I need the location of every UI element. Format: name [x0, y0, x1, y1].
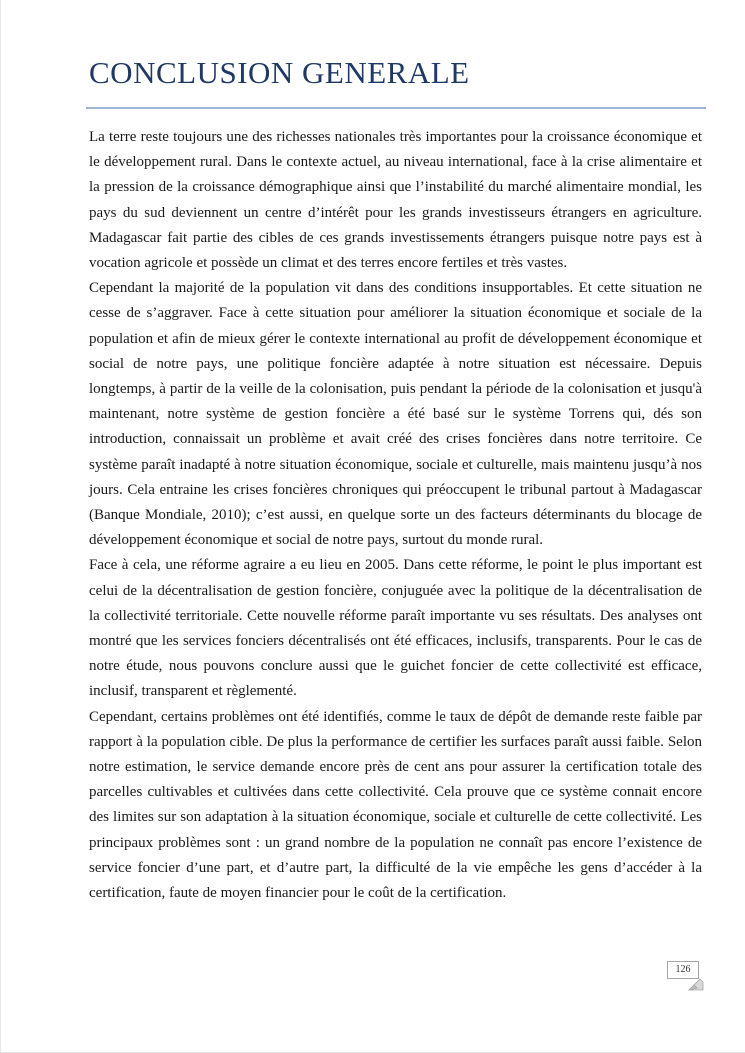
- page-title: CONCLUSION GENERALE: [89, 55, 470, 90]
- paragraph: Face à cela, une réforme agraire a eu lieu en 2005. Dans cette réforme, le point le plus important est celui de la décentralisation de gestion foncière, conjuguée avec la politique de la décentralisation de la collectivité territoriale. Cette nouvelle réforme paraît importante vu ses résultats. Des analyses ont montré que les services fonciers décentralisés ont été efficaces, inclusifs, transparents. Pour le cas de notre étude, nous pouvons conclure aussi que le guichet foncier de cette collectivité est efficace, inclusif, transparent et règlementé.: [89, 557, 702, 700]
- paragraph: Cependant la majorité de la population vit dans des conditions insupportables. Et cette situation ne cesse de s’aggraver. Face à cette situation pour améliorer la situation économique et sociale de la population et afin de mieux gérer le contexte international au profit de développement économique et social de notre pays, une politique foncière adaptée à notre situation est nécessaire. Depuis longtemps, à partir de la veille de la colonisation, puis pendant la période de la colonisation et jusqu'à maintenant, notre système de gestion foncière a été basé sur le système Torrens qui, dés son introduction, connaissait un problème et avait créé des crises foncières dans notre territoire. Ce système paraît inadapté à notre situation économique, sociale et culturelle, mais maintenu jusqu’à nos jours. Cela entraine les crises foncières chroniques qui préoccupent le tribunal partout à Madagascar (Banque Mondiale, 2010); c’est aussi, en quelque sorte un des facteurs déterminants du blocage de développement économique et social de notre pays, surtout du monde rural.: [89, 280, 702, 549]
- paragraph: Cependant, certains problèmes ont été identifiés, comme le taux de dépôt de demande reste faible par rapport à la population cible. De plus la performance de certifier les surfaces paraît aussi faible. Selon notre estimation, le service demande encore près de cent ans pour assurer la certification totale des parcelles cultivables et cultivées dans cette collectivité. Cela prouve que ce système connait encore des limites sur son adaptation à la situation économique, sociale et culturelle de cette collectivité. Les principaux problèmes sont : un grand nombre de la population ne connaît pas encore l’existence de service foncier d’une part, et d’autre part, la difficulté de la vie empêche les gens d’accéder à la certification, faute de moyen financier pour le coût de la certification.: [89, 708, 702, 902]
- page-number: 126: [667, 961, 699, 979]
- page-content: [89, 55, 702, 906]
- page-footer: [661, 961, 705, 997]
- page-curl-icon: [687, 975, 705, 993]
- body-text: [89, 125, 702, 906]
- title-divider: [86, 107, 706, 109]
- paragraph: La terre reste toujours une des richesses nationales très importantes pour la croissance économique et le développement rural. Dans le contexte actuel, au niveau international, face à la crise alimentaire et la pression de la croissance démographique ainsi que l’instabilité du marché alimentaire mondial, les pays du sud deviennent un centre d’intérêt pour les grands investisseurs étrangers en agriculture. Madagascar fait partie des cibles de ces grands investissements étrangers puisque notre pays est à vocation agricole et possède un climat et des terres encore fertiles et très vastes.: [89, 129, 702, 272]
